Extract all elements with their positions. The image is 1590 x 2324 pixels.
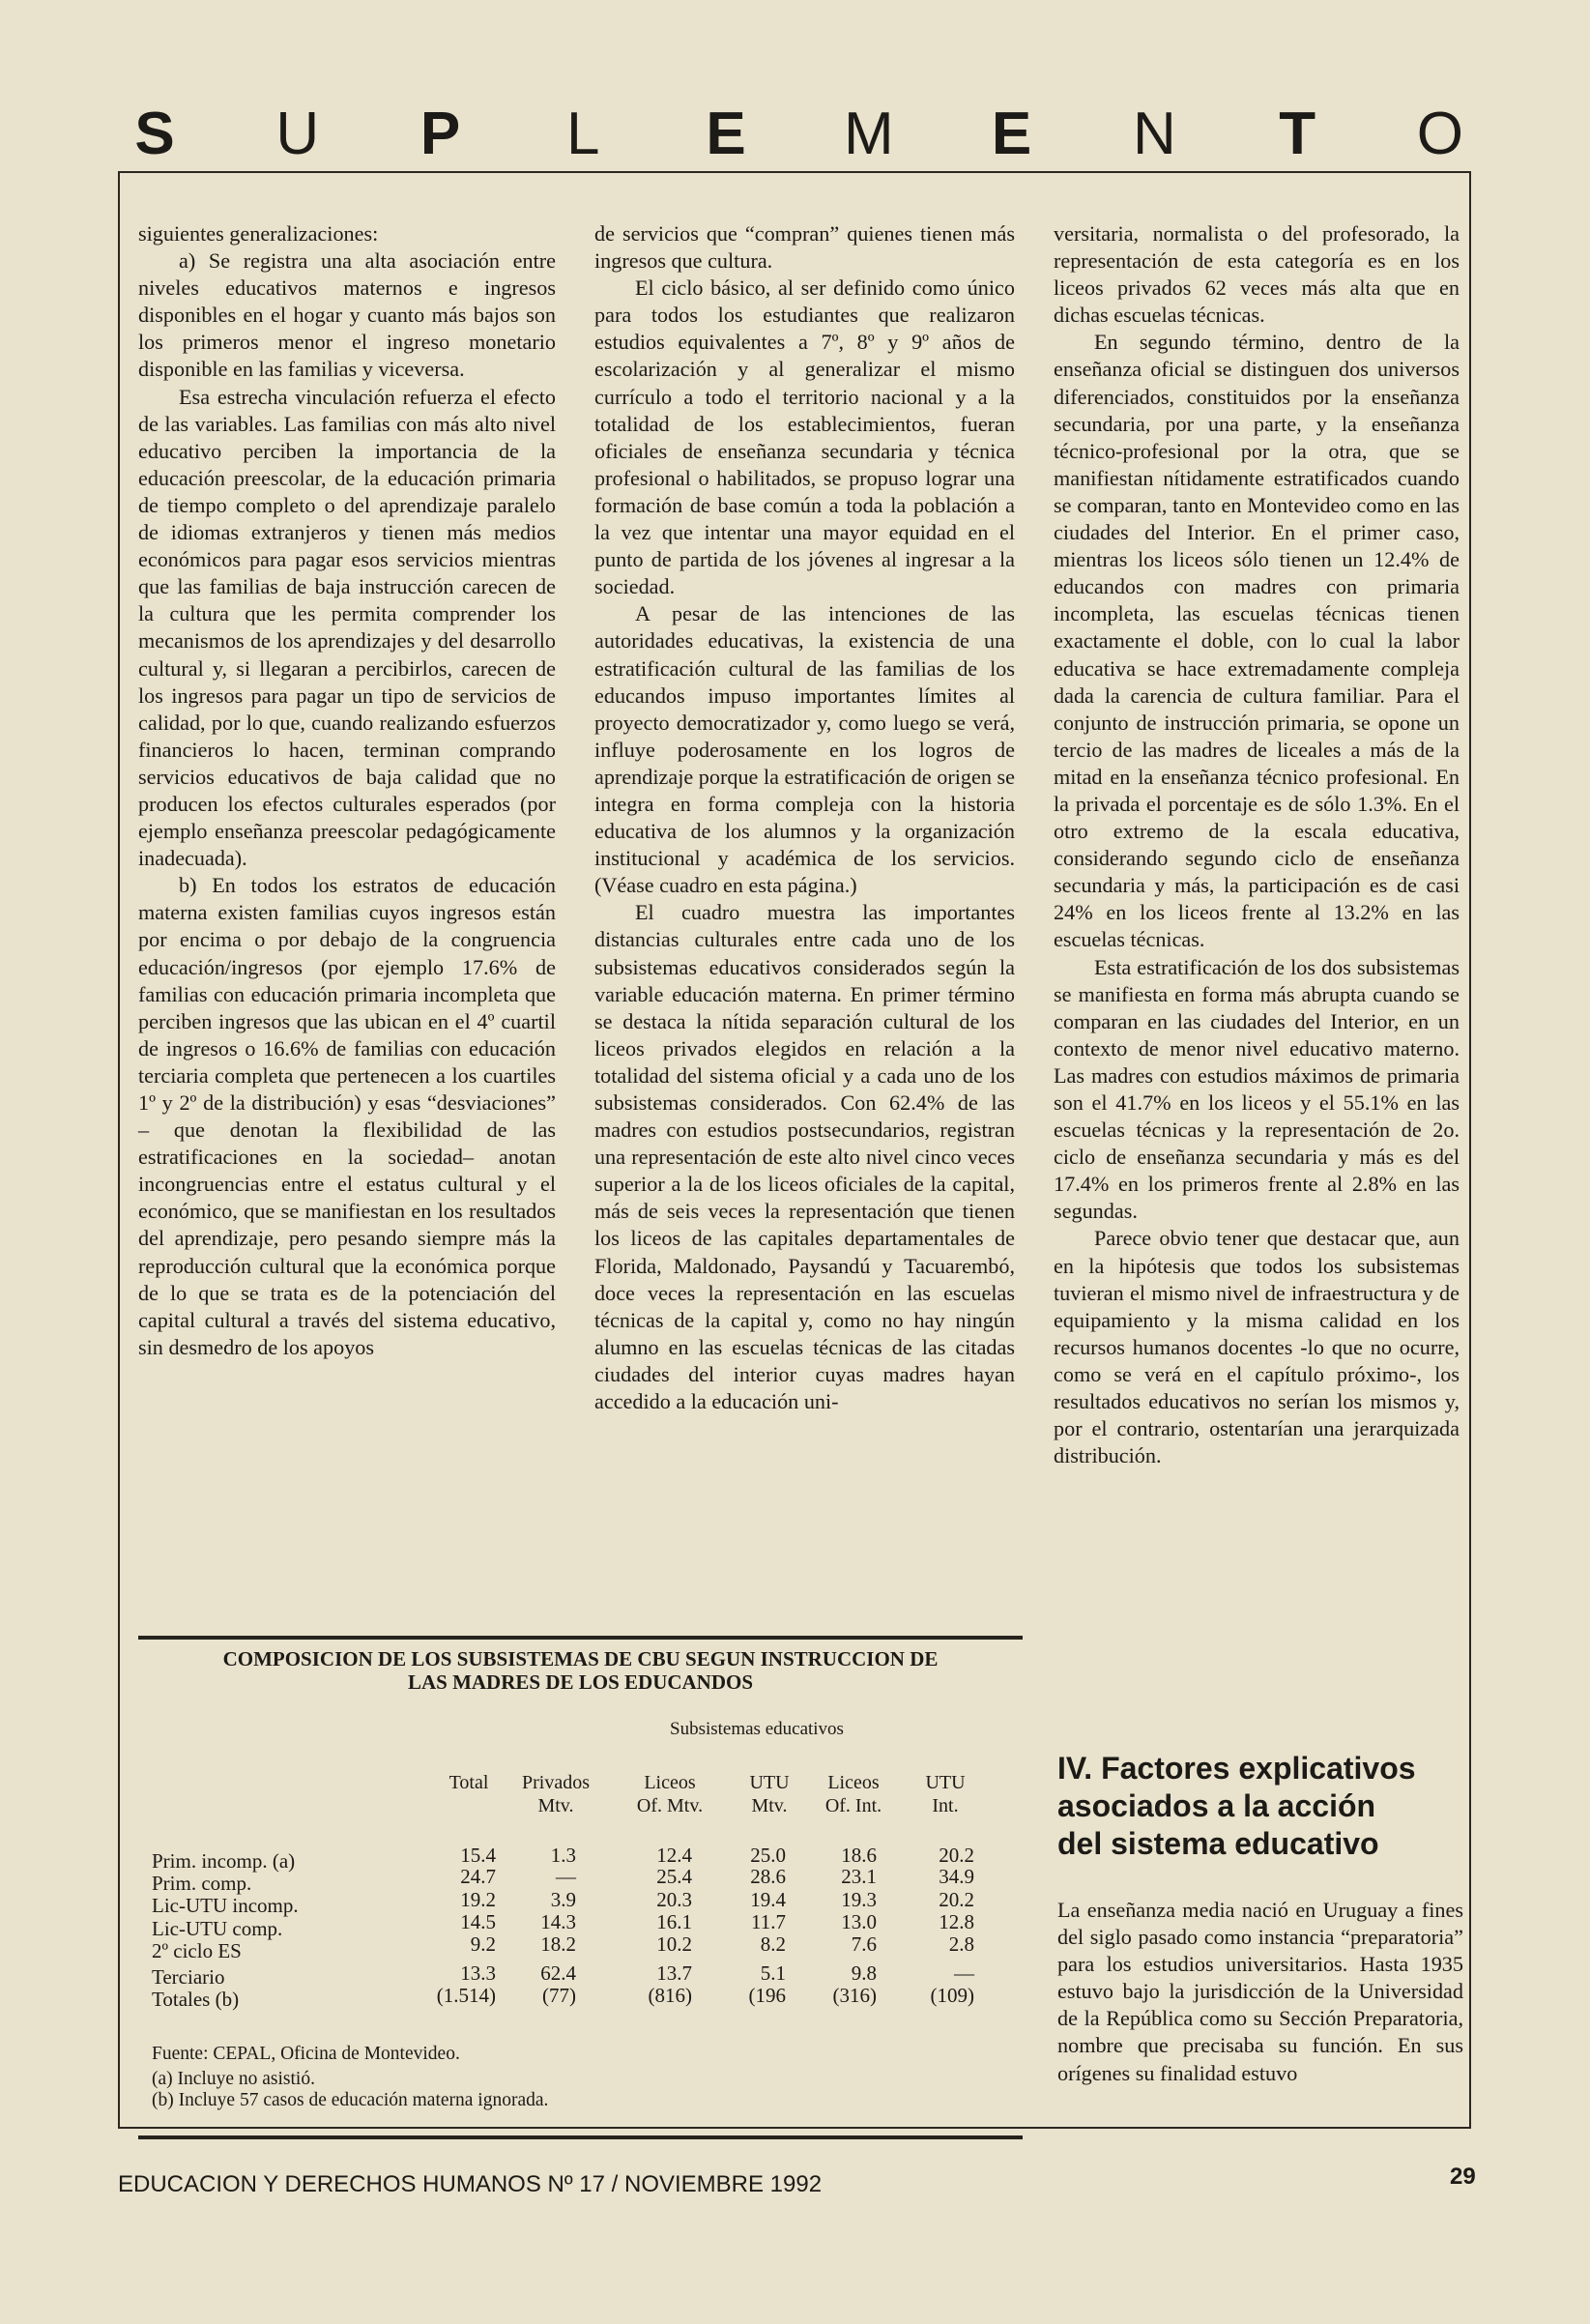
column-header: [507, 1771, 604, 1817]
table-note: (a) Incluye no asistió.: [152, 2069, 315, 2089]
header-letter: S: [134, 100, 175, 167]
table-cell: 62.4: [540, 1961, 576, 1985]
paragraph: siguientes generalizaciones:: [138, 221, 379, 246]
column-header: [736, 1771, 803, 1817]
column-header-line: Mtv.: [537, 1795, 574, 1816]
table-cell: 13.0: [841, 1910, 877, 1933]
paragraph: Parece obvio tener que destacar que, aun en la hipótesis que todos los subsistemas tuvieran el mismo nivel de infraestructura y de equipamiento y la misma calidad en los recursos humanos docentes -lo que no ocurre, como se verá en el capítulo próximo-, los resultados educativos no serían los mismos y, por el contrario, ostentarían una jerarquizada distribución.: [1054, 1226, 1460, 1468]
paragraph: b) En todos los estratos de educación materna existen familias cuyos ingresos están por encima o por debajo de la congruencia educación/ingresos (por ejemplo 17.6% de familias con educación primaria incompleta que perciben ingresos que las ubican en el 4º cuartil de ingresos o 16.6% de familias con educación terciaria completa que pertenecen a los cuartiles 1º y 2º de la distribución) y esas “desviaciones” – que denotan la flexibilidad de las estratificaciones en la sociedad– anotan incongruencias entre el estatus cultural y el económico, que se manifiestan en los resultados del aprendizaje, pero pesando siempre más la reproducción cultural que la económica porque de lo que se trata es de la potenciación del capital cultural a través del sistema educativo, sin desmedro de los apoyos: [138, 873, 556, 1359]
table-title-line: COMPOSICION DE LOS SUBSISTEMAS DE CBU SEGUN INSTRUCCION DE: [222, 1647, 939, 1670]
row-label: Lic-UTU comp.: [152, 1917, 283, 1940]
paragraph: a) Se registra una alta asociación entre niveles educativos maternos e ingresos disponibles en el hogar y cuanto más bajos son los primeros menor el ingreso monetario disponible en las familias y viceversa.: [138, 248, 556, 382]
composition-table: [138, 1636, 1023, 2153]
section-heading-line: asociados a la acción: [1057, 1788, 1376, 1823]
paragraph: versitaria, normalista o del profesorado, la representación de esta categoría es en los liceos privados 62 veces más alta que en dichas escuelas técnicas.: [1054, 221, 1460, 328]
table-cell: 3.9: [550, 1888, 576, 1911]
column-header-line: Int.: [932, 1795, 959, 1816]
table-cell: 9.8: [851, 1961, 877, 1985]
section-heading-line: del sistema educativo: [1057, 1826, 1379, 1861]
section-heading-line: IV. Factores explicativos: [1057, 1751, 1416, 1786]
publication-footer: EDUCACION Y DERECHOS HUMANOS Nº 17 / NOVIEMBRE 1992: [118, 2171, 823, 2197]
table-cell: 12.4: [656, 1844, 692, 1867]
table-cell: 24.7: [460, 1865, 496, 1888]
row-label: 2º ciclo ES: [152, 1939, 242, 1962]
table-cell: 13.7: [656, 1961, 692, 1985]
paragraph: Esta estratificación de los dos subsistemas se manifiesta en forma más abrupta cuando se comparan en las ciudades del Interior, en un contexto de menor nivel educativo materno. Las madres con estudios máximos de primaria son el 41.7% en los liceos y el 55.1% en las escuelas técnicas y la representación de 2o. ciclo de enseñanza secundaria y más es del 17.4% en los primeros frente al 2.8% en las segundas.: [1054, 954, 1460, 1224]
table-cell: (77): [542, 1984, 576, 2007]
column-header: [815, 1771, 892, 1817]
table-note: (b) Incluye 57 casos de educación materna ignorada.: [152, 2090, 549, 2110]
table-top-rule: [138, 1636, 1023, 1640]
column-header-line: Privados: [522, 1772, 590, 1793]
column-header-line: UTU: [925, 1772, 966, 1793]
table-cell: 14.5: [460, 1910, 496, 1933]
table-cell: 14.3: [540, 1910, 576, 1933]
header-letter: P: [419, 100, 461, 167]
row-label: Terciario: [152, 1965, 225, 1989]
text-column-3: [1054, 220, 1460, 1469]
column-header-line: Total: [448, 1772, 489, 1793]
paragraph: Esa estrecha vinculación refuerza el efecto de las variables. Las familias con más alto nivel educativo perciben la importancia de la educación preescolar, de la educación primaria de tiempo completo o del aprendizaje paralelo de idiomas extranjeros y tienen más medios económicos para pagar esos servicios mientras que las familias de baja instrucción carecen de la cultura que les permita comprender los mecanismos de los aprendizajes y del desarrollo cultural y, si llegaran a percibirlos, carecen de los ingresos para pagar un tipo de servicios de calidad, por lo que, cuando realizando esfuerzos financieros lo hacen, terminan comprando servicios educativos de baja calidad que no producen los efectos culturales esperados (por ejemplo enseñanza preescolar pedagógicamente inadecuada).: [138, 384, 556, 871]
table-bottom-rule: [138, 2135, 1023, 2139]
table-cell: (816): [648, 1984, 692, 2007]
row-label: Totales (b): [152, 1988, 240, 2011]
table-cell: 16.1: [656, 1910, 692, 1933]
table-cell: 1.3: [550, 1844, 576, 1867]
text-column-1: [138, 220, 556, 1361]
header-letter: U: [275, 100, 320, 167]
table-cell: 9.2: [470, 1932, 496, 1956]
column-header-line: Of. Mtv.: [636, 1795, 704, 1816]
table-cell: 7.6: [851, 1932, 877, 1956]
supplement-header: [111, 95, 1484, 172]
paragraph: El ciclo básico, al ser definido como único para todos los estudiantes que realizaron estudios equivalentes a 7º, 8º y 9º años de escolarización y al generalizar el mismo currículo a todo el territorio nacional y a la totalidad de los establecimientos, fueran oficiales de enseñanza secundaria y técnica profesional o habilitados, se propuso lograr una formación de base común a toda la población a la vez que intentar una mayor equidad en el punto de partida de los jóvenes al ingresar a la sociedad.: [594, 276, 1015, 599]
header-letter: E: [706, 100, 746, 167]
table-cell: 11.7: [751, 1910, 786, 1933]
table-cell: (109): [930, 1984, 974, 2007]
table-cell: 12.8: [939, 1910, 974, 1933]
column-header-line: Mtv.: [751, 1795, 788, 1816]
table-cell: 28.6: [750, 1865, 786, 1888]
table-cell: 25.4: [656, 1865, 692, 1888]
table-cell: 8.2: [760, 1932, 786, 1956]
section-paragraph: La enseñanza media nació en Uruguay a fines del siglo pasado como instancia “preparatoria” para los estudios universitarios. Hasta 1935 estuvo bajo la jurisdicción de la Universidad de la República como su Sección Preparatoria, nombre que precisaba su función. En sus orígenes su finalidad estuvo: [1057, 1898, 1463, 2085]
column-header-line: Liceos: [644, 1772, 696, 1793]
header-letter: L: [566, 100, 600, 167]
table-title: [138, 1647, 1023, 1694]
table-cell: (196: [748, 1984, 786, 2007]
header-letter: O: [1416, 100, 1463, 167]
table-cell: 20.3: [656, 1888, 692, 1911]
table-cell: 18.2: [540, 1932, 576, 1956]
table-cell: —: [556, 1865, 576, 1888]
table-cell: 18.6: [841, 1844, 877, 1867]
table-cell: 20.2: [939, 1844, 974, 1867]
column-header: [622, 1771, 718, 1817]
header-letter: N: [1132, 100, 1176, 167]
column-header-line: Of. Int.: [824, 1795, 882, 1816]
table-cell: 20.2: [939, 1888, 974, 1911]
subsystems-label: Subsistemas educativos: [670, 1719, 844, 1739]
row-label: Prim. comp.: [152, 1872, 252, 1895]
paragraph: En segundo término, dentro de la enseñanza oficial se distinguen dos universos diferenciados, constituidos por la enseñanza secundaria, por una parte, y la enseñanza técnico-profesional por la otra, que se manifiestan nítidamente estratificados cuando se comparan, tanto en Montevideo como en las ciudades del Interior. En el primer caso, mientras los liceos sólo tienen un 12.4% de educandos con madres con primaria incompleta, las escuelas técnicas tienen exactamente el doble, con lo cual la labor educativa se hace extremadamente compleja dada la carencia de cultura familiar. Para el conjunto de instrucción primaria, se opone un tercio de las madres de liceales a más de la mitad en la enseñanza técnico profesional. En la privada el porcentaje es de sólo 1.3%. En el otro extremo de la escala educativa, considerando segundo ciclo de enseñanza secundaria y más, la participación es de casi 24% en los liceos frente al 13.2% en las escuelas técnicas.: [1054, 330, 1460, 952]
row-label: Prim. incomp. (a): [152, 1849, 296, 1873]
table-cell: 19.4: [750, 1888, 786, 1911]
section-heading: [1057, 1750, 1463, 1863]
table-cell: 2.8: [948, 1932, 974, 1956]
row-label: Lic-UTU incomp.: [152, 1894, 299, 1917]
header-letter: T: [1279, 100, 1316, 167]
table-source: Fuente: CEPAL, Oficina de Montevideo.: [152, 2044, 460, 2064]
column-header: [430, 1771, 507, 1794]
table-cell: 5.1: [760, 1961, 786, 1985]
table-title-line: LAS MADRES DE LOS EDUCANDOS: [407, 1670, 754, 1694]
page-number: 29: [1450, 2164, 1476, 2190]
table-cell: 13.3: [460, 1961, 496, 1985]
table-cell: 10.2: [656, 1932, 692, 1956]
column-header-line: UTU: [749, 1772, 790, 1793]
paragraph: de servicios que “compran” quienes tienen más ingresos que cultura.: [594, 221, 1015, 274]
table-cell: 25.0: [750, 1844, 786, 1867]
paragraph: A pesar de las intenciones de las autoridades educativas, la existencia de una estratificación cultural de las familias de los educandos impuso importantes límites al proyecto democratizador y, como luego se verá, influye poderosamente en los logros de aprendizaje porque la estratificación de origen se integra en forma compleja con la historia educativa de los alumnos y la organización institucional y académica de los servicios. (Véase cuadro en esta página.): [594, 601, 1015, 898]
column-header-line: Liceos: [827, 1772, 880, 1793]
table-cell: (316): [832, 1984, 877, 2007]
column-header: [911, 1771, 979, 1817]
table-cell: —: [954, 1961, 974, 1985]
table-cell: 15.4: [460, 1844, 496, 1867]
paragraph: El cuadro muestra las importantes distancias culturales entre cada uno de los subsistemas educativos considerados según la variable educación materna. En primer término se destaca la nítida separación cultural de los liceos privados elegidos en relación a la totalidad del sistema oficial y a cada uno de los subsistemas considerados. Con 62.4% de las madres con estudios postsecundarios, registran una representación de este alto nivel cinco veces superior a la de los liceos oficiales de la capital, más de seis veces la representación que tienen los liceos de las capitales departamentales de Florida, Maldonado, Paysandú y Tacuarembó, doce veces la representación en las escuelas técnicas de la capital y, como no hay ningún alumno en las escuelas técnicas de las citadas ciudades del interior cuyas madres hayan accedido a la educación uni-: [594, 900, 1015, 1414]
table-cell: 23.1: [841, 1865, 877, 1888]
header-letter: M: [844, 100, 894, 167]
table-cell: 19.2: [460, 1888, 496, 1911]
header-letter: E: [991, 100, 1032, 167]
table-cell: 34.9: [939, 1865, 974, 1888]
table-cell: 19.3: [841, 1888, 877, 1911]
text-column-2: [594, 220, 1015, 1415]
table-cell: (1.514): [436, 1984, 496, 2007]
